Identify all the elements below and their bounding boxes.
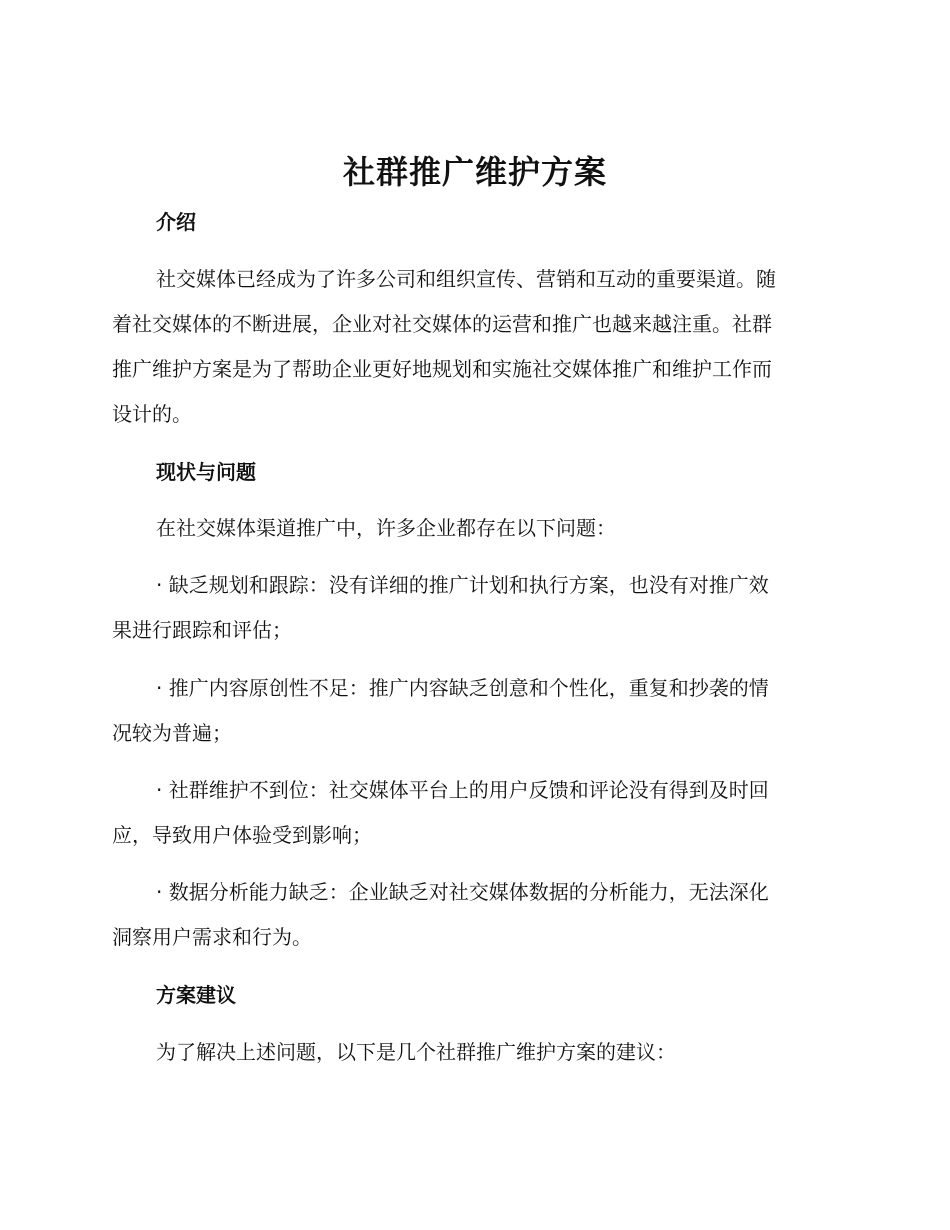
paragraph-line: · 推广内容原创性不足：推广内容缺乏创意和个性化，重复和抄袭的情 (156, 676, 769, 700)
paragraph-line: 果进行跟踪和评估； (112, 618, 292, 642)
paragraph-line: 社交媒体已经成为了许多公司和组织宣传、营销和互动的重要渠道。随 (156, 267, 776, 291)
section-heading-proposal: 方案建议 (156, 983, 236, 1007)
section-heading-intro: 介绍 (156, 210, 196, 234)
paragraph-line: 在社交媒体渠道推广中，许多企业都存在以下问题： (156, 516, 616, 540)
paragraph-line: 着社交媒体的不断进展，企业对社交媒体的运营和推广也越来越注重。社群 (112, 312, 772, 336)
document-title: 社群推广维护方案 (342, 153, 607, 191)
proposal-lead-paragraph (112, 1030, 832, 1075)
paragraph-line: 洞察用户需求和行为。 (112, 925, 312, 949)
paragraph-line: · 社群维护不到位：社交媒体平台上的用户反馈和评论没有得到及时回 (156, 778, 769, 802)
problem-item (112, 666, 832, 756)
intro-paragraph (112, 257, 832, 437)
problem-item (112, 870, 832, 960)
problems-lead-paragraph (112, 506, 832, 551)
paragraph-line: 设计的。 (112, 402, 192, 426)
paragraph-line: 应，导致用户体验受到影响； (112, 823, 372, 847)
paragraph-line: 推广维护方案是为了帮助企业更好地规划和实施社交媒体推广和维护工作而 (112, 357, 772, 381)
problem-item (112, 768, 832, 858)
paragraph-line: · 数据分析能力缺乏：企业缺乏对社交媒体数据的分析能力，无法深化 (156, 880, 769, 904)
problem-item (112, 563, 832, 653)
section-heading-problems: 现状与问题 (156, 460, 256, 484)
paragraph-line: · 缺乏规划和跟踪：没有详细的推广计划和执行方案，也没有对推广效 (156, 573, 769, 597)
paragraph-line: 况较为普遍； (112, 721, 232, 745)
paragraph-line: 为了解决上述问题，以下是几个社群推广维护方案的建议： (156, 1040, 676, 1064)
